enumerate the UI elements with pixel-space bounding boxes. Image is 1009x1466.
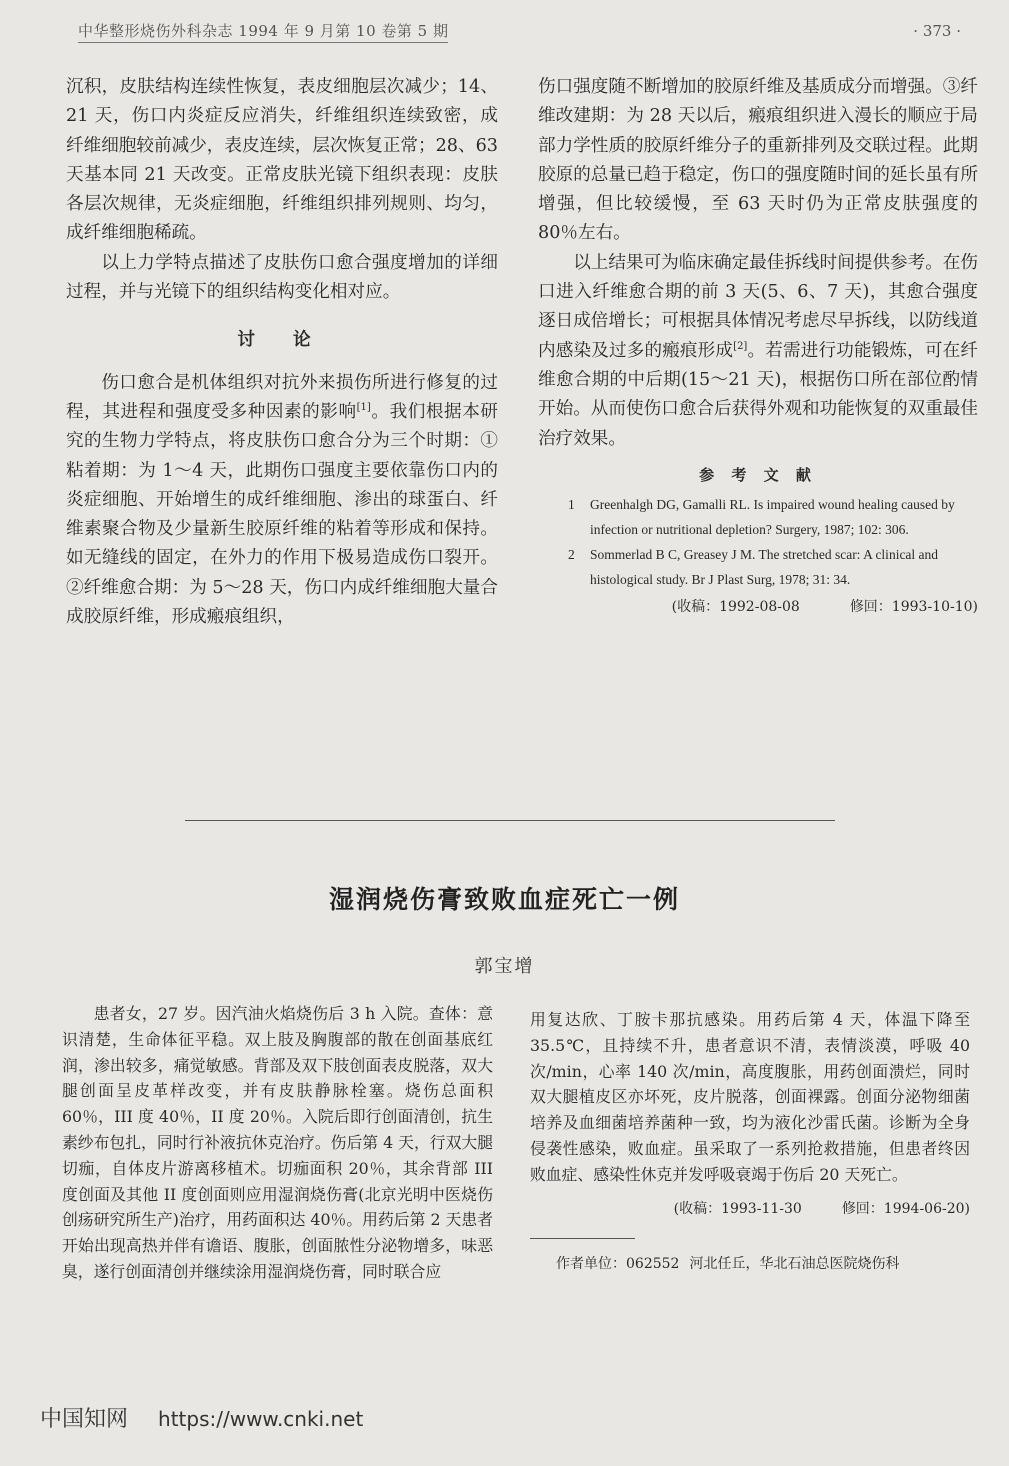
right-column-top <box>538 73 978 618</box>
reference-item <box>538 542 978 592</box>
received-date: (收稿：1992-08-08 <box>671 598 800 615</box>
affiliation-place: 河北任丘，华北石油总医院烧伤科 <box>689 1255 900 1272</box>
citation-marker: [1] <box>356 402 371 414</box>
watermark-url[interactable]: https://www.cnki.net <box>158 1407 364 1431</box>
citation-marker: [2] <box>733 340 748 352</box>
watermark-site: 中国知网 <box>40 1407 129 1432</box>
paragraph-text: 。若需进行功能锻炼，可在纤维愈合期的中后期(15～21 天)，根据伤口所在部位酌情开始。从而使伤口愈合后获得外观和功能恢复的双重最佳治疗效果。 <box>538 340 978 449</box>
paragraph: 患者女，27 岁。因汽油火焰烧伤后 3 h 入院。查体：意识清楚，生命体征平稳。双上肢及胸腹部的散在创面基底红润，渗出较多，痛觉敏感。背部及双下肢创面表皮脱落，双大腿创面呈皮革样改变，并有皮肤静脉栓塞。烧伤总面积 60％，III 度 40％，II 度 20％。入院后即行创面清创，抗生素纱布包扎，同时行补液抗休克治疗。伤后第 4 天，行双大腿切痂，自体皮片游离移植术。切痂面积 20％，其余背部 III 度创面及其他 II 度创面则应用湿润烧伤膏(北京光明中医烧伤创疡研究所生产)治疗，用药面积达 40％。用药后第 2 天患者开始出现高热并伴有谵语、腹胀，创面脓性分泌物增多，味恶臭，遂行创面清创并继续涂用湿润烧伤膏，同时联合应 <box>62 1004 493 1281</box>
left-column-top <box>66 73 498 632</box>
paragraph <box>66 369 498 633</box>
journal-citation: 中华整形烧伤外科杂志 1994 年 9 月第 10 卷第 5 期 <box>78 22 449 40</box>
paragraph-text: 以上结果可为临床确定最佳拆线时间提供参考。在伤口进入纤维愈合期的前 3 天(5、6、7 天)，其愈合强度逐日成倍增长；可根据具体情况考虑尽早拆线，以防线道内感染及过多的瘢痕形成 <box>538 252 978 361</box>
received-dates <box>530 1198 970 1220</box>
references-heading: 参 考 文 献 <box>699 465 817 484</box>
affiliation-postcode: 作者单位：062552 <box>556 1255 680 1272</box>
reference-number: 2 <box>568 546 575 562</box>
reference-item <box>538 492 978 542</box>
paragraph: 用复达欣、丁胺卡那抗感染。用药后第 4 天，体温下降至 35.5℃，且持续不升，患者意识不清，表情淡漠，呼吸 40 次/min，心率 140 次/min，高度腹胀，用药创面溃烂，同时双大腿植皮区亦坏死，皮片脱落，创面裸露。创面分泌物细菌培养及血细菌培养菌种一致，均为液化沙雷氏菌。诊断为全身侵袭性感染，败血症。虽采取了一系列抢救措施，但患者终因败血症、感染性休克并发呼吸衰竭于伤后 20 天死亡。 <box>530 1010 970 1184</box>
left-column-bottom <box>62 1001 493 1285</box>
reference-text: Greenhalgh DG, Gamalli RL. Is impaired wound healing caused by infection or nutritional depletion? Surgery, 1987; 102: 306. <box>590 496 955 537</box>
paragraph <box>538 249 978 454</box>
section-heading: 讨 论 <box>237 329 327 351</box>
cnki-watermark <box>40 1402 363 1433</box>
paragraph: 伤口强度随不断增加的胶原纤维及基质成分而增强。③纤维改建期：为 28 天以后，瘢痕组织进入漫长的顺应于局部力学性质的胶原纤维分子的重新排列及交联过程。此期胶原的总量已趋于稳定，伤口的强度随时间的延长虽有所增强，但比较缓慢，至 63 天时仍为正常皮肤强度的 80％左右。 <box>538 77 978 244</box>
revised-date: 修回：1994-06-20) <box>841 1200 970 1217</box>
page-number: · 373 · <box>913 22 961 40</box>
reference-text: Sommerlad B C, Greasey J M. The stretched scar: A clinical and histological study. Br J Plast Surg, 1978; 31: 34. <box>590 546 939 587</box>
header-rule <box>78 42 448 43</box>
author-name: 郭宝增 <box>474 956 535 977</box>
article-divider <box>185 820 835 821</box>
paragraph-text: 伤口愈合是机体组织对抗外来损伤所进行修复的过程，其进程和强度受多种因素的影响 <box>66 372 498 422</box>
footnote-rule <box>530 1238 635 1239</box>
revised-date: 修回：1993-10-10) <box>849 598 978 615</box>
page-header <box>78 20 961 44</box>
paragraph: 以上力学特点描述了皮肤伤口愈合强度增加的详细过程，并与光镜下的组织结构变化相对应。 <box>66 252 498 303</box>
paragraph-text: 。我们根据本研究的生物力学特点，将皮肤伤口愈合分为三个时期：①粘着期：为 1～4 天，此期伤口强度主要依靠伤口内的炎症细胞、开始增生的成纤维细胞、渗出的球蛋白、纤维素聚合物及少量新生胶原纤维的粘着等形成和保持。如无缝线的固定，在外力的作用下极易造成伤口裂开。②纤维愈合期：为 5～28 天，伤口内成纤维细胞大量合成胶原纤维，形成瘢痕组织， <box>66 401 498 628</box>
received-date: (收稿：1993-11-30 <box>673 1200 802 1217</box>
article-title: 湿润烧伤膏致败血症死亡一例 <box>328 885 680 914</box>
paragraph: 沉积，皮肤结构连续性恢复，表皮细胞层次减少；14、21 天，伤口内炎症反应消失，纤维组织连续致密，成纤维细胞较前减少，表皮连续，层次恢复正常；28、63 天基本同 21 天改变。正常皮肤光镜下组织表现：皮肤各层次规律，无炎症细胞，纤维组织排列规则、均匀，成纤维细胞稀疏。 <box>66 77 498 244</box>
reference-number: 1 <box>568 496 575 512</box>
received-dates <box>538 596 978 618</box>
right-column-bottom <box>530 1007 970 1275</box>
author-affiliation <box>530 1253 970 1275</box>
